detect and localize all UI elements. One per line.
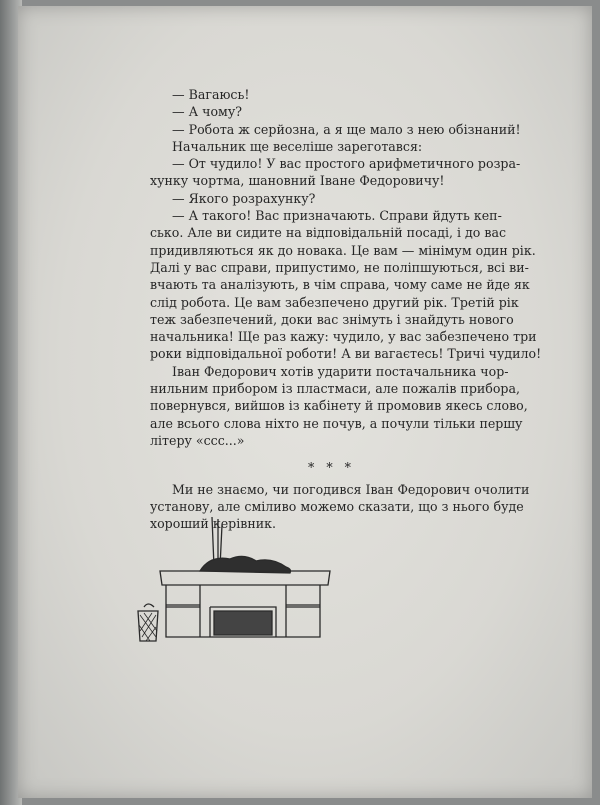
text-line: установу, але сміливо можемо сказати, що з нього буде — [150, 498, 524, 514]
text-line: Ми не знаємо, чи погодився Іван Федорович очолити — [172, 481, 530, 497]
text-line: хороший керівник. — [150, 516, 276, 532]
text-line: хунку чортма, шановний Іване Федоровичу! — [150, 173, 445, 189]
text-line: вчають та аналізують, в чім справа, чому саме не йде як — [150, 277, 530, 293]
text-line: повернувся, вийшов із кабінету й промовив якесь слово, — [150, 398, 528, 414]
body-text — [150, 86, 542, 532]
text-line: літеру «ссс...» — [150, 432, 245, 448]
book-page — [18, 6, 592, 798]
text-line: Начальник ще веселіше зареготався: — [172, 138, 423, 154]
text-line: Іван Федорович хотів ударити постачальника чор- — [172, 363, 509, 379]
text-line: Далі у вас справи, припустимо, не поліпшуються, всі ви- — [150, 259, 529, 275]
text-line: теж забезпечений, доки вас знімуть і знайдуть нового — [150, 311, 514, 327]
text-line: — А такого! Вас призначають. Справи йдуть кеп- — [172, 208, 502, 224]
text-line: слід робота. Це вам забезпечено другий рік. Третій рік — [150, 294, 519, 310]
text-line: — А чому? — [172, 104, 243, 120]
text-line: але всього слова ніхто не почув, а почули тільки першу — [150, 415, 523, 431]
text-line: — Робота ж серйозна, а я ще мало з нею обізнаний! — [172, 121, 521, 137]
text-line: — Вагаюсь! — [172, 87, 250, 102]
text-line: придивляються як до новака. Це вам — мінімум один рік. — [150, 242, 536, 258]
text-line: сько. Але ви сидите на відповідальній посаді, і до вас — [150, 225, 507, 241]
text-line: роки відповідальної роботи! А ви вагаєтесь! Тричі чудило! — [150, 346, 542, 362]
section-separator: * * * — [308, 460, 355, 476]
desk-illustration — [130, 515, 340, 645]
text-line: — От чудило! У вас простого арифметичного розра- — [172, 156, 521, 172]
text-line: нильним прибором із пластмаси, але пожалів прибора, — [150, 381, 521, 397]
text-line: — Якого розрахунку? — [172, 190, 316, 206]
text-line: начальника! Ще раз кажу: чудило, у вас забезпечено три — [150, 329, 537, 345]
